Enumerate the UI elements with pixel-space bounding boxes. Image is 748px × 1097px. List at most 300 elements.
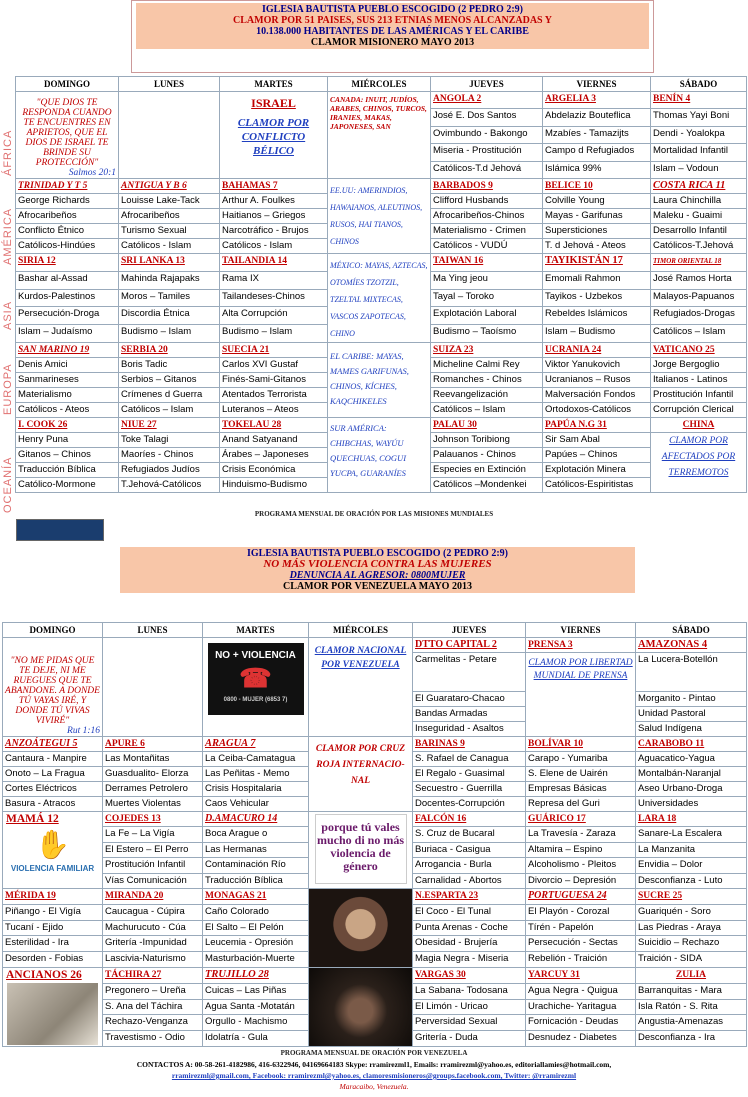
- cell: Esterilidad - Ira: [3, 936, 103, 952]
- cell: Serbios – Gitanos: [119, 373, 220, 388]
- topic-ancianos: ANCIANOS 26: [6, 969, 82, 981]
- state-yaracuy: YARCUY 31: [526, 968, 636, 984]
- cell: S. Ana del Táchira: [103, 999, 203, 1015]
- state-barinas: BARINAS 9: [413, 737, 526, 752]
- cell: Crímenes d Guerra: [119, 388, 220, 403]
- state-miranda: MIRANDA 20: [103, 889, 203, 905]
- cell: Afrocaribeños-Chinos: [431, 209, 543, 224]
- cell: Sir Sam Abal: [543, 433, 651, 448]
- region-oceania: OCEANÍA: [2, 456, 14, 513]
- cell: Altamira – Espino: [526, 842, 636, 857]
- cell: Papúes – Chinos: [543, 448, 651, 463]
- cell: Arrogancia - Burla: [413, 858, 526, 873]
- country-i-cook: I. COOK 26: [16, 418, 119, 433]
- cell: Carmelitas - Petare: [413, 653, 526, 692]
- top-header: [131, 0, 654, 73]
- state-bolivar: BOLÍVAR 10: [526, 737, 636, 752]
- cell: Crisis Económica: [220, 463, 328, 478]
- cell: Fornicación - Deudas: [526, 1015, 636, 1031]
- cell: Agua Santa -Motatán: [203, 999, 309, 1015]
- cell: Jorge Bergoglio: [651, 358, 747, 373]
- cell: Haitianos – Griegos: [220, 209, 328, 224]
- cell: Atentados Terrorista: [220, 388, 328, 403]
- cell: Colville Young: [543, 194, 651, 209]
- cell: Sanmarineses: [16, 373, 119, 388]
- cell: Abdelaziz Bouteflica: [543, 109, 651, 126]
- country-palau: PALAU 30: [431, 418, 543, 433]
- cell: Maoríes - Chinos: [119, 448, 220, 463]
- cell: Salud Indígena: [636, 722, 747, 737]
- cell: El Playón - Corozal: [526, 904, 636, 920]
- cell: Turismo Sexual: [119, 224, 220, 239]
- psalm-quote: "QUE DIOS TE RESPONDA CUANDO TE ENCUENTRES EN APRIETOS, QUE EL DIOS DE ISRAEL TE BRINDE SU PROTECCIÓN" Salmos 20:1: [16, 92, 119, 179]
- cell: Aseo Urbano-Droga: [636, 782, 747, 797]
- cell: Buriaca - Casigua: [413, 842, 526, 857]
- cell: Persecución-Droga: [16, 307, 119, 325]
- cell: Alcoholismo - Pleitos: [526, 858, 636, 873]
- day-header: MARTES: [203, 623, 309, 638]
- cell: La Travesía - Zaraza: [526, 827, 636, 842]
- bottom-calendar: [2, 622, 747, 1047]
- cell: Morganito - Pintao: [636, 692, 747, 707]
- cell: Católicos - Islam: [119, 239, 220, 254]
- telephone-icon: ☎: [239, 663, 272, 693]
- cell: Católicos –Mondenkei: [431, 478, 543, 493]
- cell: Católicos-Espiritistas: [543, 478, 651, 493]
- cell: Bashar al-Assad: [16, 271, 119, 289]
- cell: Dendi - Yoalokpa: [651, 126, 747, 143]
- islamic-badge: [16, 519, 104, 541]
- country-belice: BELICE 10: [543, 179, 651, 194]
- cell: Islam – Budismo: [543, 325, 651, 343]
- cell: Ovimbundo - Bakongo: [431, 126, 543, 143]
- cell: Magia Negra - Miseria: [413, 952, 526, 968]
- state-apure: APURE 6: [103, 737, 203, 752]
- cell: Represa del Guri: [526, 797, 636, 812]
- covered-mouth-image: [309, 889, 412, 967]
- cell: Universidades: [636, 797, 747, 812]
- cell: George Richards: [16, 194, 119, 209]
- cell: Rebelión - Traición: [526, 952, 636, 968]
- country-tokelau: TOKELAU 28: [220, 418, 328, 433]
- cell: Basura - Atracos: [3, 797, 103, 812]
- cell: Refugiados-Drogas: [651, 307, 747, 325]
- state-sucre: SUCRE 25: [636, 889, 747, 905]
- cell: José Ramos Horta: [651, 271, 747, 289]
- state-lara: LARA 18: [636, 812, 747, 827]
- cell: Docentes-Corrupción: [413, 797, 526, 812]
- state-vargas: VARGAS 30: [413, 968, 526, 984]
- cell: Católicos – Islam: [119, 403, 220, 418]
- cell: Suicidio – Rechazo: [636, 936, 747, 952]
- cell: Mortalidad Infantil: [651, 144, 747, 161]
- bottom-church-name: IGLESIA BAUTISTA PUEBLO ESCOGIDO (2 PEDRO 2:9): [247, 548, 508, 559]
- cell: Crisis Hospitalaria: [203, 782, 309, 797]
- country-bahamas: BAHAMAS 7: [220, 179, 328, 194]
- cell: Islam – Vodoun: [651, 161, 747, 178]
- violencia-genero-poster: [315, 814, 407, 884]
- state-amazonas: AMAZONAS 4: [636, 638, 747, 653]
- cell: Tailandeses-Chinos: [220, 289, 328, 307]
- state-trujillo: TRUJILLO 28: [203, 968, 309, 984]
- cell: Cuicas – Las Piñas: [203, 983, 309, 999]
- cell: Anand Satyanand: [220, 433, 328, 448]
- contacts-line1: CONTACTOS A: 00-58-261-4182986, 416-6322946, 04169664183 Skype: rramirezml1, Emails: rramirezml@yahoo.es, editoriallamies@hotmail.com,: [136, 1060, 612, 1069]
- cell: Luteranos – Ateos: [220, 403, 328, 418]
- empty-cell: [119, 92, 220, 179]
- cell: Islámica 99%: [543, 161, 651, 178]
- cell: El Regalo - Guasimal: [413, 767, 526, 782]
- country-papua: PAPÚA N.G 31: [543, 418, 651, 433]
- cell: Conflicto Étnico: [16, 224, 119, 239]
- day-header: LUNES: [103, 623, 203, 638]
- cell: Tayikos - Uzbekos: [543, 289, 651, 307]
- cell: Católicos-T.d Jehová: [431, 161, 543, 178]
- cell: Travestismo - Odio: [103, 1031, 203, 1047]
- clamor-libertad-prensa: CLAMOR POR LIBERTAD MUNDIAL DE PRENSA: [526, 653, 636, 737]
- state-nueva-esparta: N.ESPARTA 23: [413, 889, 526, 905]
- country-barbados: BARBADOS 9: [431, 179, 543, 194]
- cell: Italianos - Latinos: [651, 373, 747, 388]
- cell: Católico-Mormone: [16, 478, 119, 493]
- country-sri-lanka: SRI LANKA 13: [119, 254, 220, 272]
- cell: Desnudez - Diabetes: [526, 1031, 636, 1047]
- cell: Carapo - Yumariba: [526, 752, 636, 767]
- hand-icon: ✋: [35, 829, 70, 860]
- dark-poster-image: [309, 968, 412, 1046]
- cell: Mayas - Garifunas: [543, 209, 651, 224]
- day-header: SÁBADO: [636, 623, 747, 638]
- no-violencia-poster: [208, 643, 304, 715]
- topic-prensa: PRENSA 3: [526, 638, 636, 653]
- cell: Envidia – Dolor: [636, 858, 747, 873]
- cell: Discordia Étnica: [119, 307, 220, 325]
- clamor-cruz-roja: CLAMOR POR CRUZ ROJA INTERNACIO- NAL: [309, 737, 413, 812]
- top-calendar: [15, 76, 747, 493]
- cell: Alta Corrupción: [220, 307, 328, 325]
- contacts-city: Maracaibo, Venezuela.: [339, 1082, 409, 1091]
- country-argelia: ARGELIA 3: [543, 92, 651, 109]
- state-anzoategui: ANZOÁTEGUI 5: [3, 737, 103, 752]
- country-niue: NIUE 27: [119, 418, 220, 433]
- country-antigua: ANTIGUA Y B 6: [119, 179, 220, 194]
- cell: Orgullo - Machismo: [203, 1015, 309, 1031]
- cell: Miseria - Prostitución: [431, 144, 543, 161]
- state-cojedes: COJEDES 13: [103, 812, 203, 827]
- country-vaticano: VATICANO 25: [651, 343, 747, 358]
- country-trinidad: TRINIDAD Y T 5: [16, 179, 119, 194]
- cell: El Limón - Uricao: [413, 999, 526, 1015]
- state-dtto-capital: DTTO CAPITAL 2: [413, 638, 526, 653]
- cell: Mzabíes - Tamazijts: [543, 126, 651, 143]
- cell: Clifford Husbands: [431, 194, 543, 209]
- cell: Refugiados Judíos: [119, 463, 220, 478]
- day-header: DOMINGO: [3, 623, 103, 638]
- clamor-nacional-venezuela: CLAMOR NACIONAL POR VENEZUELA: [309, 638, 413, 737]
- state-zulia: ZULIA: [636, 968, 747, 984]
- cell: Materialismo: [16, 388, 119, 403]
- topic-mama: MAMÁ 12: [6, 813, 59, 825]
- cell: La Sabana- Todosana: [413, 983, 526, 999]
- clamor-terremotos: CLAMOR POR AFECTADOS POR TERREMOTOS: [651, 433, 747, 493]
- cell: Las Piedras - Araya: [636, 920, 747, 936]
- cell: Ortodoxos-Católicos: [543, 403, 651, 418]
- top-footer: PROGRAMA MENSUAL DE ORACIÓN POR LAS MISIONES MUNDIALES: [254, 510, 494, 518]
- cell: Unidad Pastoral: [636, 707, 747, 722]
- psalm-reference: Salmos 20:1: [68, 168, 116, 178]
- cell: Finés-Sami-Gitanos: [220, 373, 328, 388]
- cell: Romanches - Chinos: [431, 373, 543, 388]
- cell: Rebeldes Islámicos: [543, 307, 651, 325]
- day-header: DOMINGO: [16, 77, 119, 92]
- day-header: VIERNES: [526, 623, 636, 638]
- bottom-title-line3: DENUNCIA AL AGRESOR: 0800MUJER: [289, 570, 466, 581]
- cell: La Manzanita: [636, 842, 747, 857]
- cell: Carnalidad - Abortos: [413, 873, 526, 888]
- region-asia: ASIA: [2, 300, 14, 330]
- cell: Arthur A. Foulkes: [220, 194, 328, 209]
- canada-peoples: CANADA: INUIT, JUDÍOS, ARABES, CHINOS, TURCOS, IRANIES, MAKAS, JAPONESES, SAN: [328, 92, 431, 179]
- cell: Empresas Básicas: [526, 782, 636, 797]
- cell: Urachiche- Yaritagua: [526, 999, 636, 1015]
- cell: Onoto – La Fragua: [3, 767, 103, 782]
- cell: Hinduismo-Budismo: [220, 478, 328, 493]
- clamor-conflicto-belico: CLAMOR POR CONFLICTO BÉLICO: [237, 117, 310, 157]
- cell: Narcotráfico - Brujos: [220, 224, 328, 239]
- cell: Derrames Petrolero: [103, 782, 203, 797]
- cell: Isla Ratón - S. Rita: [636, 999, 747, 1015]
- country-angola: ANGOLA 2: [431, 92, 543, 109]
- cell: Piñango - El Vigía: [3, 904, 103, 920]
- cell: Guasdualito- Elorza: [103, 767, 203, 782]
- country-tayikistan: TAYIKISTÁN 17: [543, 254, 651, 272]
- country-suiza: SUIZA 23: [431, 343, 543, 358]
- cell: Cortes Eléctricos: [3, 782, 103, 797]
- cell: Tírén - Papelón: [526, 920, 636, 936]
- country-timor: TIMOR ORIENTAL 18: [651, 254, 747, 272]
- cell: Tucaní - Ejido: [3, 920, 103, 936]
- cell: Católicos - Islam: [220, 239, 328, 254]
- cell: Aguacatico-Yagua: [636, 752, 747, 767]
- cell: Thomas Yayi Boni: [651, 109, 747, 126]
- cell: Rama IX: [220, 271, 328, 289]
- cell: Vías Comunicación: [103, 873, 203, 888]
- poster-text: porque tú vales mucho di no más violencia de género: [316, 820, 405, 873]
- cell: Caucagua - Cúpira: [103, 904, 203, 920]
- contacts: [0, 1059, 748, 1092]
- cell: El Estero – El Perro: [103, 842, 203, 857]
- day-header: MARTES: [220, 77, 328, 92]
- cell: Desconfianza - Luto: [636, 873, 747, 888]
- cell: Laura Chinchilla: [651, 194, 747, 209]
- cell: El Salto – El Pelón: [203, 920, 309, 936]
- cell: Micheline Calmi Rey: [431, 358, 543, 373]
- no-violencia-text: NO + VIOLENCIA: [215, 650, 296, 661]
- cell: Las Peñitas - Memo: [203, 767, 309, 782]
- cell: Árabes – Japoneses: [220, 448, 328, 463]
- state-aragua: ARAGUA 7: [203, 737, 309, 752]
- cell: Supersticiones: [543, 224, 651, 239]
- cell: Desorden - Fobias: [3, 952, 103, 968]
- cell: La Ceiba-Camatagua: [203, 752, 309, 767]
- cell: Maleku - Guaimi: [651, 209, 747, 224]
- bottom-footer: PROGRAMA MENSUAL DE ORACIÓN POR VENEZUELA: [280, 1049, 468, 1057]
- cell: Bandas Armadas: [413, 707, 526, 722]
- cell: José E. Dos Santos: [431, 109, 543, 126]
- cell: Caos Vehicular: [203, 797, 309, 812]
- cell: Inseguridad - Asaltos: [413, 722, 526, 737]
- cell: Machurucuto - Cúa: [103, 920, 203, 936]
- state-monagas: MONAGAS 21: [203, 889, 309, 905]
- cell: Muertes Violentas: [103, 797, 203, 812]
- country-suecia: SUECIA 21: [220, 343, 328, 358]
- israel-label: ISRAEL: [251, 96, 296, 110]
- caribe-peoples: EL CARIBE: MAYAS, MAMES GARIFUNAS, CHINOS, KÍCHES, KAQCHIKELES: [328, 343, 431, 418]
- cell: Angustia-Amenazas: [636, 1015, 747, 1031]
- cell: Toke Talagi: [119, 433, 220, 448]
- cell: Prostitución Infantil: [651, 388, 747, 403]
- cell: Materialismo - Crimen: [431, 224, 543, 239]
- cell: La Lucera-Botellón: [636, 653, 747, 692]
- cell: S. Rafael de Canagua: [413, 752, 526, 767]
- day-header: JUEVES: [413, 623, 526, 638]
- cell: Budismo – Taoísmo: [431, 325, 543, 343]
- cell: Campo d Refugiados: [543, 144, 651, 161]
- cell: Afrocaribeños: [119, 209, 220, 224]
- cell: El Coco - El Tunal: [413, 904, 526, 920]
- country-tailandia: TAILANDIA 14: [220, 254, 328, 272]
- state-carabobo: CARABOBO 11: [636, 737, 747, 752]
- country-san-marino: SAN MARINO 19: [16, 343, 119, 358]
- cell: Guariquén - Soro: [636, 904, 747, 920]
- top-title-line2: CLAMOR POR 51 PAISES, SUS 213 ETNIAS MENOS ALCANZADAS Y: [233, 15, 552, 26]
- cell: Montalbán-Naranjal: [636, 767, 747, 782]
- cell: Malversación Fondos: [543, 388, 651, 403]
- cell: Las Montañitas: [103, 752, 203, 767]
- cell: Islam – Judaísmo: [16, 325, 119, 343]
- cell: Malayos-Papuanos: [651, 289, 747, 307]
- cell: Cantaura - Manpire: [3, 752, 103, 767]
- day-header: MIÉRCOLES: [309, 623, 413, 638]
- cell: Católicos – Islam: [651, 325, 747, 343]
- top-title-line3: 10.138.000 HABITANTES DE LAS AMÉRICAS Y EL CARIBE: [256, 26, 529, 37]
- cell: Pregonero – Ureña: [103, 983, 203, 999]
- cell: Contaminación Río: [203, 858, 309, 873]
- cell: Johnson Toribiong: [431, 433, 543, 448]
- cell: S. Elene de Uairén: [526, 767, 636, 782]
- bottom-title-line2: NO MÁS VIOLENCIA CONTRA LAS MUJERES: [263, 558, 492, 570]
- region-europa: EUROPA: [2, 363, 14, 415]
- region-africa: ÁFRICA: [2, 129, 14, 176]
- cell: Tayal – Toroko: [431, 289, 543, 307]
- cell: Católicos-Hindúes: [16, 239, 119, 254]
- cell: T. d Jehová - Ateos: [543, 239, 651, 254]
- cell: Henry Puna: [16, 433, 119, 448]
- day-header: JUEVES: [431, 77, 543, 92]
- cell: Gritería - Duda: [413, 1031, 526, 1047]
- cell: Emomali Rahmon: [543, 271, 651, 289]
- cell: Traición - SIDA: [636, 952, 747, 968]
- rut-quote: "NO ME PIDAS QUE TE DEJE, NI ME RUEGUES QUE TE ABANDONE. A DONDE TÚ VAYAS IRÉ, Y DONDE TÚ VIVAS VIVIRÉ" Rut 1:16: [3, 638, 103, 737]
- cell: Ma Ying jeou: [431, 271, 543, 289]
- state-delta-amacuro: D.AMACURO 14: [203, 812, 309, 827]
- cell: Boca Arague o: [203, 827, 309, 842]
- cell: El Guarataro-Chacao: [413, 692, 526, 707]
- cell: Masturbación-Muerte: [203, 952, 309, 968]
- country-costa-rica: COSTA RICA 11: [651, 179, 747, 194]
- cell: Idolatría - Gula: [203, 1031, 309, 1047]
- cell: Budismo – Islam: [220, 325, 328, 343]
- country-china: CHINA: [651, 418, 747, 433]
- cell: Boris Tadic: [119, 358, 220, 373]
- cell: Barranquitas - Mara: [636, 983, 747, 999]
- country-siria: SIRIA 12: [16, 254, 119, 272]
- cell: Explotación Minera: [543, 463, 651, 478]
- state-merida: MÉRIDA 19: [3, 889, 103, 905]
- phone-number-text: 0800 - MUJER (6853 7): [223, 697, 288, 703]
- cell: Desconfianza - Ira: [636, 1031, 747, 1047]
- cell: Rechazo-Venganza: [103, 1015, 203, 1031]
- eeuu-peoples: EE.UU: AMERINDIOS, HAWAIANOS, ALEUTINOS, RUSOS, HAI TIANOS, CHINOS: [328, 179, 431, 254]
- cell: Católicos – Islam: [431, 403, 543, 418]
- cell: Perversidad Sexual: [413, 1015, 526, 1031]
- cell: Desarrollo Infantil: [651, 224, 747, 239]
- cell: Gitanos – Chinos: [16, 448, 119, 463]
- cell: Carlos XVI Gustaf: [220, 358, 328, 373]
- cell: Explotación Laboral: [431, 307, 543, 325]
- cell: Afrocaribeños: [16, 209, 119, 224]
- cell: T.Jehová-Católicos: [119, 478, 220, 493]
- day-header: MIÉRCOLES: [328, 77, 431, 92]
- contacts-line2[interactable]: rramirezml@gmail.com, Facebook: rramirezml@yahoo.es, clamoresmisioneros@groups.facebook.com, Twitter: @rramirezml: [171, 1071, 577, 1080]
- cell: Caño Colorado: [203, 904, 309, 920]
- cell: Divorcio – Depresión: [526, 873, 636, 888]
- cell: Especies en Extinción: [431, 463, 543, 478]
- cell: Secuestro - Guerrilla: [413, 782, 526, 797]
- cell: Traducción Bíblica: [16, 463, 119, 478]
- cell: Budismo – Islam: [119, 325, 220, 343]
- mexico-peoples: MÉXICO: MAYAS, AZTECAS, OTOMÍES TZOTZIL, TZELTAL MIXTECAS, VASCOS ZAPOTECAS, CHINO: [328, 254, 431, 343]
- cell: Mahinda Rajapaks: [119, 271, 220, 289]
- state-guarico: GUÁRICO 17: [526, 812, 636, 827]
- cell: La Fe – La Vigía: [103, 827, 203, 842]
- cell: Católicos - Ateos: [16, 403, 119, 418]
- cell: Gritería -Impunidad: [103, 936, 203, 952]
- cell: Louisse Lake-Tack: [119, 194, 220, 209]
- top-title-line4: CLAMOR MISIONERO MAYO 2013: [310, 37, 475, 48]
- cell: Ucranianos – Rusos: [543, 373, 651, 388]
- bottom-header: [116, 543, 639, 606]
- country-benin: BENÍN 4: [651, 92, 747, 109]
- empty-cell: [103, 638, 203, 737]
- state-tachira: TÁCHIRA 27: [103, 968, 203, 984]
- cell: Moros – Tamiles: [119, 289, 220, 307]
- top-church-name: IGLESIA BAUTISTA PUEBLO ESCOGIDO (2 PEDRO 2:9): [262, 4, 523, 15]
- rut-reference: Rut 1:16: [67, 726, 100, 736]
- cell: Lascivia-Naturismo: [103, 952, 203, 968]
- state-falcon: FALCÓN 16: [413, 812, 526, 827]
- day-header: VIERNES: [543, 77, 651, 92]
- bottom-title-line4: CLAMOR POR VENEZUELA MAYO 2013: [283, 581, 472, 592]
- region-america: AMÉRICA: [2, 207, 14, 265]
- cell: Traducción Bíblica: [203, 873, 309, 888]
- country-ucrania: UCRANIA 24: [543, 343, 651, 358]
- cell: Leucemia - Opresión: [203, 936, 309, 952]
- cell: Reevangelización: [431, 388, 543, 403]
- day-header: SÁBADO: [651, 77, 747, 92]
- country-serbia: SERBIA 20: [119, 343, 220, 358]
- cell: Corrupción Clerical: [651, 403, 747, 418]
